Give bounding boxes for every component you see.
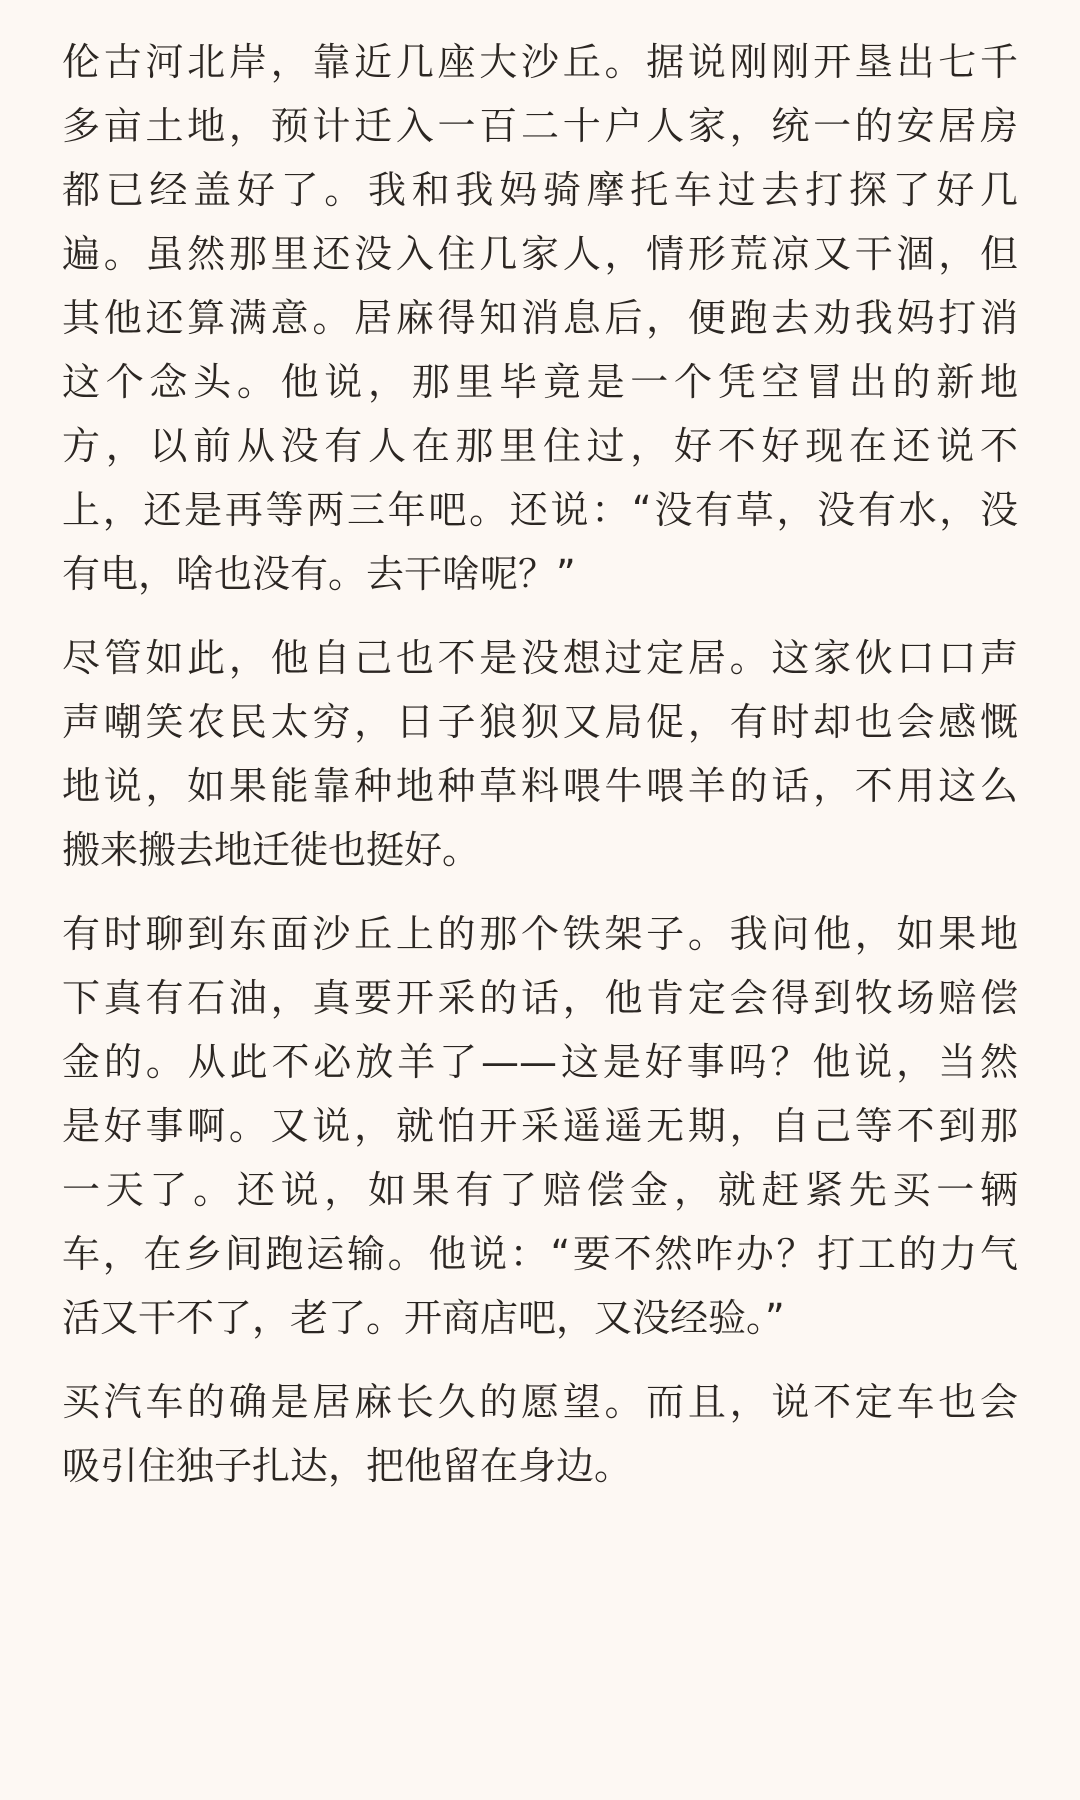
text-line: 这个念头。他说，那里毕竟是一个凭空冒出的新地 bbox=[62, 360, 1018, 404]
text-line: 下真有石油，真要开采的话，他肯定会得到牧场赔偿 bbox=[62, 976, 1018, 1020]
paragraph-spacer bbox=[62, 882, 1018, 902]
text-line: 其他还算满意。居麻得知消息后，便跑去劝我妈打消 bbox=[62, 296, 1018, 340]
text-line: 搬来搬去地迁徙也挺好。 bbox=[62, 828, 481, 872]
text-line: 有时聊到东面沙丘上的那个铁架子。我问他，如果地 bbox=[62, 912, 1018, 956]
paragraph-spacer bbox=[62, 606, 1018, 626]
text-line: 尽管如此，他自己也不是没想过定居。这家伙口口声 bbox=[62, 636, 1018, 680]
text-line: 车，在乡间跑运输。他说：“要不然咋办？打工的力气 bbox=[62, 1232, 1018, 1276]
text-line: 方，以前从没有人在那里住过，好不好现在还说不 bbox=[62, 424, 1018, 468]
text-line: 多亩土地，预计迁入一百二十户人家，统一的安居房 bbox=[62, 104, 1018, 148]
paragraph-4 bbox=[62, 1370, 1018, 1498]
paragraph-3 bbox=[62, 902, 1018, 1350]
text-line: 有电，啥也没有。去干啥呢？” bbox=[62, 552, 576, 596]
text-line: 都已经盖好了。我和我妈骑摩托车过去打探了好几 bbox=[62, 168, 1018, 212]
text-line: 买汽车的确是居麻长久的愿望。而且，说不定车也会 bbox=[62, 1380, 1018, 1424]
paragraph-spacer bbox=[62, 1350, 1018, 1370]
text-line: 上，还是再等两三年吧。还说：“没有草，没有水，没 bbox=[62, 488, 1018, 532]
text-line: 一天了。还说，如果有了赔偿金，就赶紧先买一辆 bbox=[62, 1168, 1018, 1212]
text-line: 吸引住独子扎达，把他留在身边。 bbox=[62, 1444, 633, 1488]
text-line: 活又干不了，老了。开商店吧，又没经验。” bbox=[62, 1296, 785, 1340]
text-line: 金的。从此不必放羊了——这是好事吗？他说，当然 bbox=[62, 1040, 1018, 1084]
text-line: 声嘲笑农民太穷，日子狼狈又局促，有时却也会感慨 bbox=[62, 700, 1018, 744]
text-line: 伦古河北岸，靠近几座大沙丘。据说刚刚开垦出七千 bbox=[62, 40, 1018, 84]
text-line: 是好事啊。又说，就怕开采遥遥无期，自己等不到那 bbox=[62, 1104, 1018, 1148]
text-line: 地说，如果能靠种地种草料喂牛喂羊的话，不用这么 bbox=[62, 764, 1018, 808]
text-line: 遍。虽然那里还没入住几家人，情形荒凉又干涸，但 bbox=[62, 232, 1018, 276]
paragraph-2 bbox=[62, 626, 1018, 882]
paragraph-1 bbox=[62, 30, 1018, 606]
